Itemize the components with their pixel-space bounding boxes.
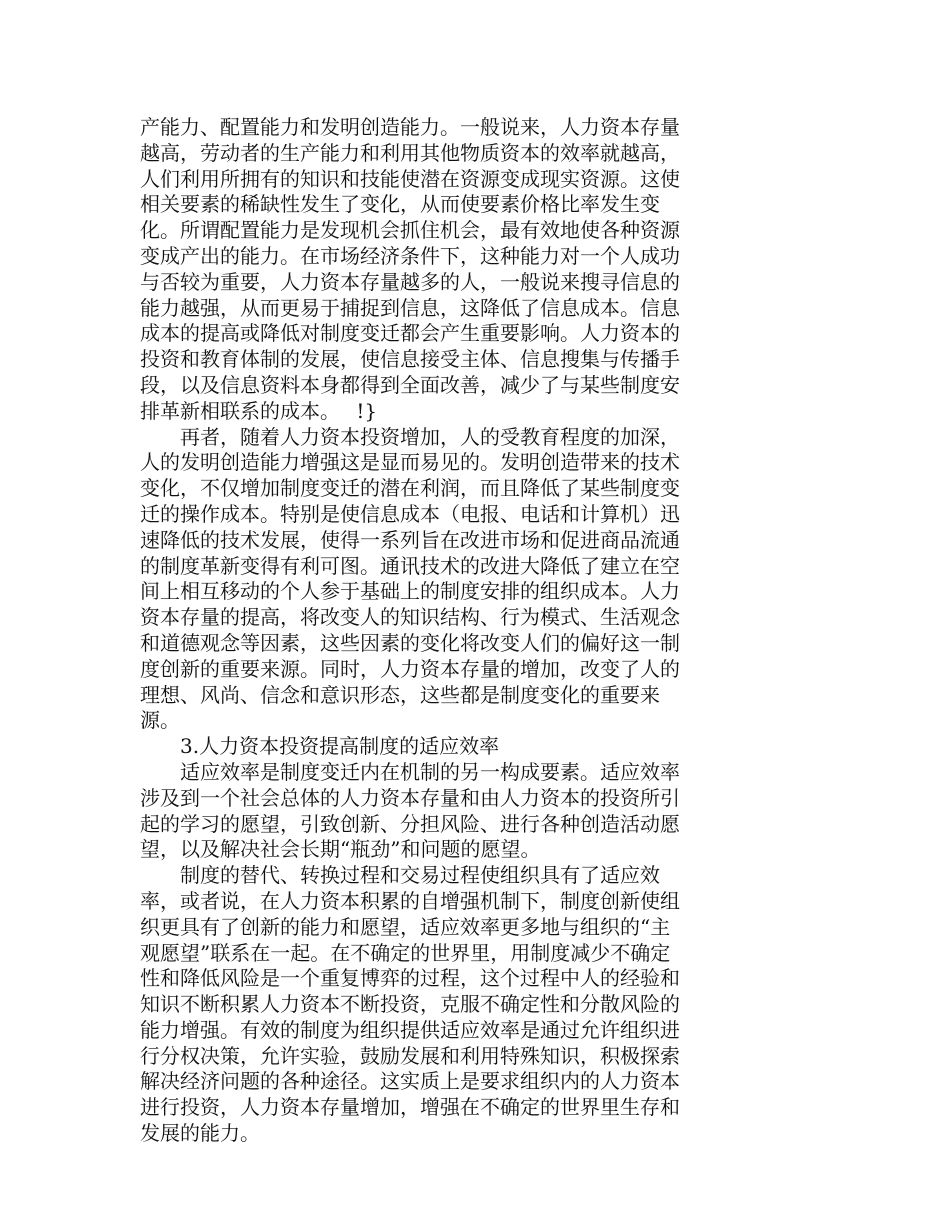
text-line: 变化，不仅增加制度变迁的潜在利润，而且降低了某些制度变 bbox=[140, 476, 680, 501]
text-line: 度创新的重要来源。同时，人力资本存量的增加，改变了人的 bbox=[140, 656, 680, 681]
text-line: 3.人力资本投资提高制度的适应效率 bbox=[140, 734, 500, 759]
text-line: 人们利用所拥有的知识和技能使潜在资源变成现实资源。这使 bbox=[140, 166, 680, 191]
text-line: 能力越强，从而更易于捕捉到信息，这降低了信息成本。信息 bbox=[140, 295, 680, 320]
text-line: 间上相互移动的个人参于基础上的制度安排的组织成本。人力 bbox=[140, 579, 680, 604]
text-line: 人的发明创造能力增强这是显而易见的。发明创造带来的技术 bbox=[140, 450, 680, 475]
text-line: 与否较为重要，人力资本存量越多的人，一般说来搜寻信息的 bbox=[140, 269, 680, 294]
text-line: 投资和教育体制的发展，使信息接受主体、信息搜集与传播手 bbox=[140, 347, 680, 372]
text-line: 再者，随着人力资本投资增加，人的受教育程度的加深， bbox=[140, 424, 680, 449]
text-line: 相关要素的稀缺性发生了变化，从而使要素价格比率发生变 bbox=[140, 192, 660, 217]
text-line: 解决经济问题的各种途径。这实质上是要求组织内的人力资本 bbox=[140, 1069, 680, 1094]
text-line: 性和降低风险是一个重复博弈的过程，这个过程中人的经验和 bbox=[140, 966, 680, 991]
text-line: 源。 bbox=[140, 708, 180, 733]
text-line: 涉及到一个社会总体的人力资本存量和由人力资本的投资所引 bbox=[140, 785, 680, 810]
text-line: 成本的提高或降低对制度变迁都会产生重要影响。人力资本的 bbox=[140, 321, 680, 346]
text-line: 速降低的技术发展，使得一系列旨在改进市场和促进商品流通 bbox=[140, 527, 680, 552]
text-line: 织更具有了创新的能力和愿望，适应效率更多地与组织的“主 bbox=[140, 914, 671, 939]
text-line: 起的学习的愿望，引致创新、分担风险、进行各种创造活动愿 bbox=[140, 811, 680, 836]
text-line: 资本存量的提高，将改变人的知识结构、行为模式、生活观念 bbox=[140, 605, 680, 630]
text-line: 的制度革新变得有利可图。通讯技术的改进大降低了建立在空 bbox=[140, 553, 680, 578]
text-line: 观愿望”联系在一起。在不确定的世界里，用制度减少不确定 bbox=[140, 940, 671, 965]
text-line: 理想、风尚、信念和意识形态，这些都是制度变化的重要来 bbox=[140, 682, 660, 707]
text-line: 制度的替代、转换过程和交易过程使组织具有了适应效 bbox=[140, 863, 660, 888]
text-line: 和道德观念等因素，这些因素的变化将改变人们的偏好这一制 bbox=[140, 630, 680, 655]
text-line: 能力增强。有效的制度为组织提供适应效率是通过允许组织进 bbox=[140, 1017, 680, 1042]
body-text bbox=[140, 115, 740, 1147]
text-line: 发展的能力。 bbox=[140, 1121, 260, 1146]
text-line: 行分权决策，允许实验，鼓励发展和利用特殊知识，积极探索 bbox=[140, 1043, 680, 1068]
text-line: 迁的操作成本。特别是使信息成本（电报、电话和计算机）迅 bbox=[140, 501, 680, 526]
text-line: 率，或者说，在人力资本积累的自增强机制下，制度创新使组 bbox=[140, 888, 680, 913]
text-line: 化。所谓配置能力是发现机会抓住机会，最有效地使各种资源 bbox=[140, 218, 680, 243]
text-line: 产能力、配置能力和发明创造能力。一般说来，人力资本存量 bbox=[140, 115, 680, 139]
text-line: 进行投资，人力资本存量增加，增强在不确定的世界里生存和 bbox=[140, 1095, 680, 1120]
text-line: 适应效率是制度变迁内在机制的另一构成要素。适应效率 bbox=[140, 759, 680, 784]
text-line: 变成产出的能力。在市场经济条件下，这种能力对一个人成功 bbox=[140, 243, 680, 268]
text-line: 段，以及信息资料本身都得到全面改善，减少了与某些制度安 bbox=[140, 372, 680, 397]
text-line: 知识不断积累人力资本不断投资，克服不确定性和分散风险的 bbox=[140, 992, 680, 1017]
text-line: 排革新相联系的成本。 !} bbox=[140, 398, 378, 423]
text-line: 望，以及解决社会长期“瓶劲”和问题的愿望。 bbox=[140, 837, 541, 862]
text-line: 越高，劳动者的生产能力和利用其他物质资本的效率就越高， bbox=[140, 140, 680, 165]
